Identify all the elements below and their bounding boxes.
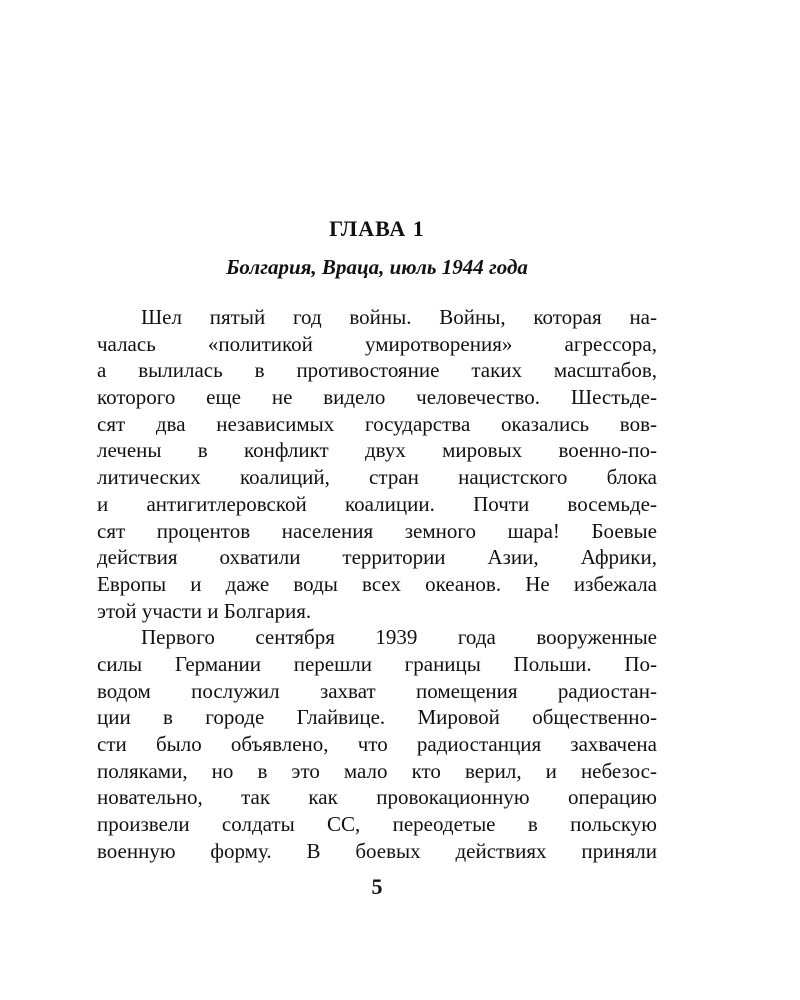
text-line: этой участи и Болгария. <box>97 598 312 623</box>
text-line: Первого сентября 1939 года вооруженные <box>141 625 657 650</box>
text-line: Шел пятый год войны. Войны, которая на- <box>141 305 657 329</box>
text-line: а вылилась в противостояние таких масштабов, <box>97 358 657 383</box>
text-line: которого еще не видело человечество. Шестьде- <box>97 385 657 410</box>
text-line: силы Германии перешли границы Польши. По- <box>97 651 657 676</box>
text-line: чалась «политикой умиротворения» агрессора, <box>97 331 657 356</box>
text-line: лечены в конфликт двух мировых военно-по- <box>97 438 657 463</box>
text-line: сят процентов населения земного шара! Боевые <box>97 518 657 543</box>
text-line: новательно, так как провокационную операцию <box>97 785 657 810</box>
text-line: поляками, но в это мало кто верил, и небезос- <box>97 758 657 783</box>
body-text <box>97 304 657 864</box>
text-line: сти было объявлено, что радиостанция захвачена <box>97 732 657 756</box>
text-line: сят два независимых государства оказались вов- <box>97 411 657 436</box>
text-line: и антигитлеровской коалиции. Почти восемьде- <box>97 491 657 516</box>
text-line: Европы и даже воды всех океанов. Не избежала <box>97 571 657 596</box>
text-line: литических коалиций, стран нацистского блока <box>97 465 657 490</box>
page-number: 5 <box>371 874 383 899</box>
text-line: военную форму. В боевых действиях приняли <box>97 838 657 863</box>
text-line: действия охватили территории Азии, Африки, <box>97 545 657 570</box>
text-line: водом послужил захват помещения радиостан- <box>97 678 657 703</box>
text-line: произвели солдаты СС, переодетые в польскую <box>97 812 657 837</box>
book-page <box>97 0 657 1000</box>
chapter-title: ГЛАВА 1 <box>329 216 425 241</box>
text-line: ции в городе Глайвице. Мировой общественно- <box>97 705 657 730</box>
chapter-subtitle: Болгария, Враца, июль 1944 года <box>226 255 528 279</box>
